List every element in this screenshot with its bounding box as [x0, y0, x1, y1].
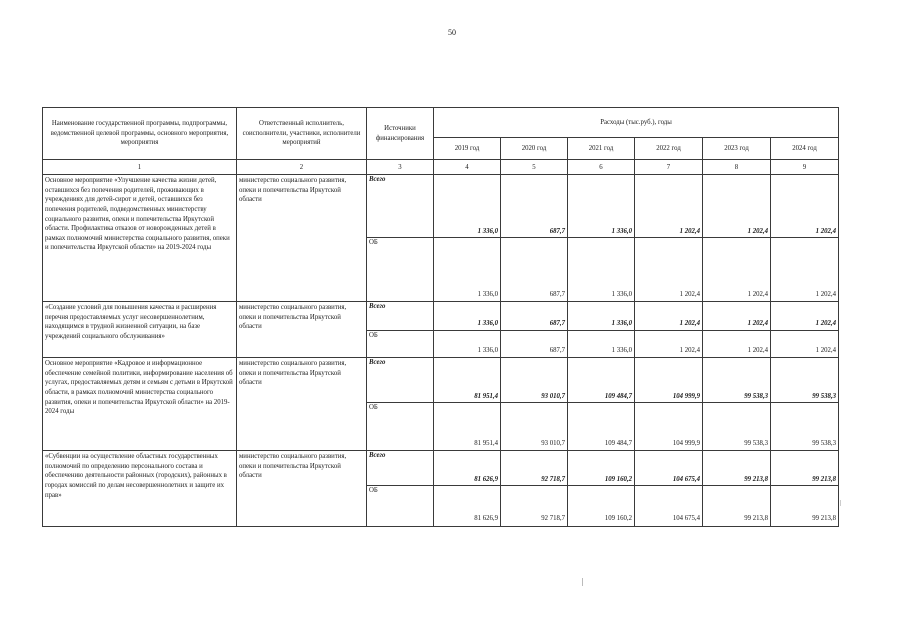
value-sub: 81 951,4: [474, 440, 498, 447]
scan-artifact: [582, 578, 583, 586]
activity-name: Основное мероприятие «Улучшение качества жизни детей, оставшихся без попечения родителей, проживающих в учреждениях для детей-сирот и детей, оставшихся без попечения родителей, подведомственных министерству социального развития, опеки и попечительства Иркутской области. Профилактика отказов от новорожденных детей в рамках полномочий министерства социального развития, опеки и попечительства Иркутской области» на 2019-2024 годы: [43, 175, 237, 302]
activity-name: Основное мероприятие «Кадровое и информационное обеспечение семейной политики, информирование населения об услугах, предоставляемых детям и семьям с детьми в Иркутской области, в рамках полномочий министерства социального развития, опеки и попечительства Иркутской области» на 2019-2024 годы: [43, 358, 237, 451]
header-year: 2019 год: [434, 138, 501, 160]
source-sub: ОБ: [367, 485, 433, 495]
source-sub: ОБ: [367, 237, 433, 247]
source-cell: [367, 175, 434, 302]
value-sub: 1 336,0: [477, 291, 498, 298]
header-year: 2021 год: [568, 138, 635, 160]
activity-name: «Создание условий для повышения качества и расширения перечня предоставляемых услуг несовершеннолетним, находящимся в трудной жизненной ситуации, на базе учреждений социального обслуживания»: [43, 302, 237, 358]
value-sub: 1 202,4: [679, 291, 700, 298]
value-total: 687,7: [549, 228, 565, 235]
value-sub: 99 538,3: [812, 440, 836, 447]
value-total: 1 202,4: [815, 228, 836, 235]
page-number: 50: [448, 28, 456, 37]
value-total: 1 336,0: [477, 320, 498, 327]
value-total: 1 202,4: [679, 320, 700, 327]
value-sub: 1 202,4: [747, 291, 768, 298]
source-total: Всего: [369, 359, 386, 366]
value-total: 99 213,8: [812, 476, 836, 483]
header-executor: Ответственный исполнитель, соисполнители, участники, исполнители мероприятий: [237, 108, 367, 160]
column-number: 9: [771, 160, 839, 175]
value-total: 93 010,7: [541, 393, 565, 400]
activity-name: «Субвенции на осуществление областных государственных полномочий по определению персонального состава и обеспечению деятельности районных (городских), районных в городах комиссий по делам несовершеннолетних и защите их прав»: [43, 451, 237, 527]
value-sub: 109 160,2: [604, 515, 632, 522]
source-total: Всего: [369, 303, 386, 310]
column-number: 8: [703, 160, 771, 175]
value-sub: 1 202,4: [815, 291, 836, 298]
value-total: 1 336,0: [611, 228, 632, 235]
executor-name: министерство социального развития, опеки и попечительства Иркутской области: [237, 358, 367, 451]
column-number: 1: [43, 160, 237, 175]
value-total: 99 538,3: [812, 393, 836, 400]
scan-artifact: [840, 500, 841, 506]
value-sub: 81 626,9: [474, 515, 498, 522]
value-sub: 99 213,8: [812, 515, 836, 522]
value-sub: 104 675,4: [672, 515, 700, 522]
table-row: [43, 451, 839, 527]
value-sub: 99 213,8: [744, 515, 768, 522]
executor-name: министерство социального развития, опеки и попечительства Иркутской области: [237, 175, 367, 302]
value-sub: 1 202,4: [679, 347, 700, 354]
value-total: 81 626,9: [474, 476, 498, 483]
value-total: 1 202,4: [747, 228, 768, 235]
value-sub: 104 999,9: [672, 440, 700, 447]
source-cell: [367, 358, 434, 451]
value-total: 104 999,9: [672, 393, 700, 400]
column-number: 6: [568, 160, 635, 175]
header-expenses: Расходы (тыс.руб.), годы: [434, 108, 839, 138]
value-total: 1 336,0: [477, 228, 498, 235]
value-sub: 92 718,7: [541, 515, 565, 522]
budget-table: [42, 107, 839, 527]
value-sub: 1 336,0: [611, 291, 632, 298]
value-sub: 109 484,7: [604, 440, 632, 447]
table-row: [43, 358, 839, 451]
column-number: 5: [501, 160, 568, 175]
source-sub: ОБ: [367, 330, 433, 340]
value-total: 81 951,4: [474, 393, 498, 400]
value-sub: 1 202,4: [747, 347, 768, 354]
value-total: 109 484,7: [604, 393, 632, 400]
header-year: 2022 год: [635, 138, 703, 160]
source-total: Всего: [369, 452, 386, 459]
value-total: 687,7: [549, 320, 565, 327]
value-total: 92 718,7: [541, 476, 565, 483]
value-total: 109 160,2: [604, 476, 632, 483]
column-number: 4: [434, 160, 501, 175]
value-sub: 99 538,3: [744, 440, 768, 447]
column-number: 7: [635, 160, 703, 175]
column-number: 3: [367, 160, 434, 175]
executor-name: министерство социального развития, опеки и попечительства Иркутской области: [237, 302, 367, 358]
value-total: 99 213,8: [744, 476, 768, 483]
header-year: 2023 год: [703, 138, 771, 160]
executor-name: министерство социального развития, опеки и попечительства Иркутской области: [237, 451, 367, 527]
source-cell: [367, 451, 434, 527]
value-sub: 1 202,4: [815, 347, 836, 354]
header-name: Наименование государственной программы, подпрограммы, ведомственной целевой программы, основного мероприятия, мероприятия: [43, 108, 237, 160]
value-total: 1 202,4: [815, 320, 836, 327]
value-sub: 1 336,0: [611, 347, 632, 354]
value-sub: 1 336,0: [477, 347, 498, 354]
value-sub: 687,7: [549, 347, 565, 354]
header-source: Источники финансирования: [367, 108, 434, 160]
column-number: 2: [237, 160, 367, 175]
source-sub: ОБ: [367, 402, 433, 412]
source-total: Всего: [369, 176, 386, 183]
value-total: 1 202,4: [679, 228, 700, 235]
value-sub: 687,7: [549, 291, 565, 298]
table-row: [43, 302, 839, 358]
table-row: [43, 175, 839, 302]
header-year: 2020 год: [501, 138, 568, 160]
value-total: 1 336,0: [611, 320, 632, 327]
source-cell: [367, 302, 434, 358]
value-total: 99 538,3: [744, 393, 768, 400]
value-sub: 93 010,7: [541, 440, 565, 447]
value-total: 1 202,4: [747, 320, 768, 327]
header-year: 2024 год: [771, 138, 839, 160]
value-total: 104 675,4: [672, 476, 700, 483]
